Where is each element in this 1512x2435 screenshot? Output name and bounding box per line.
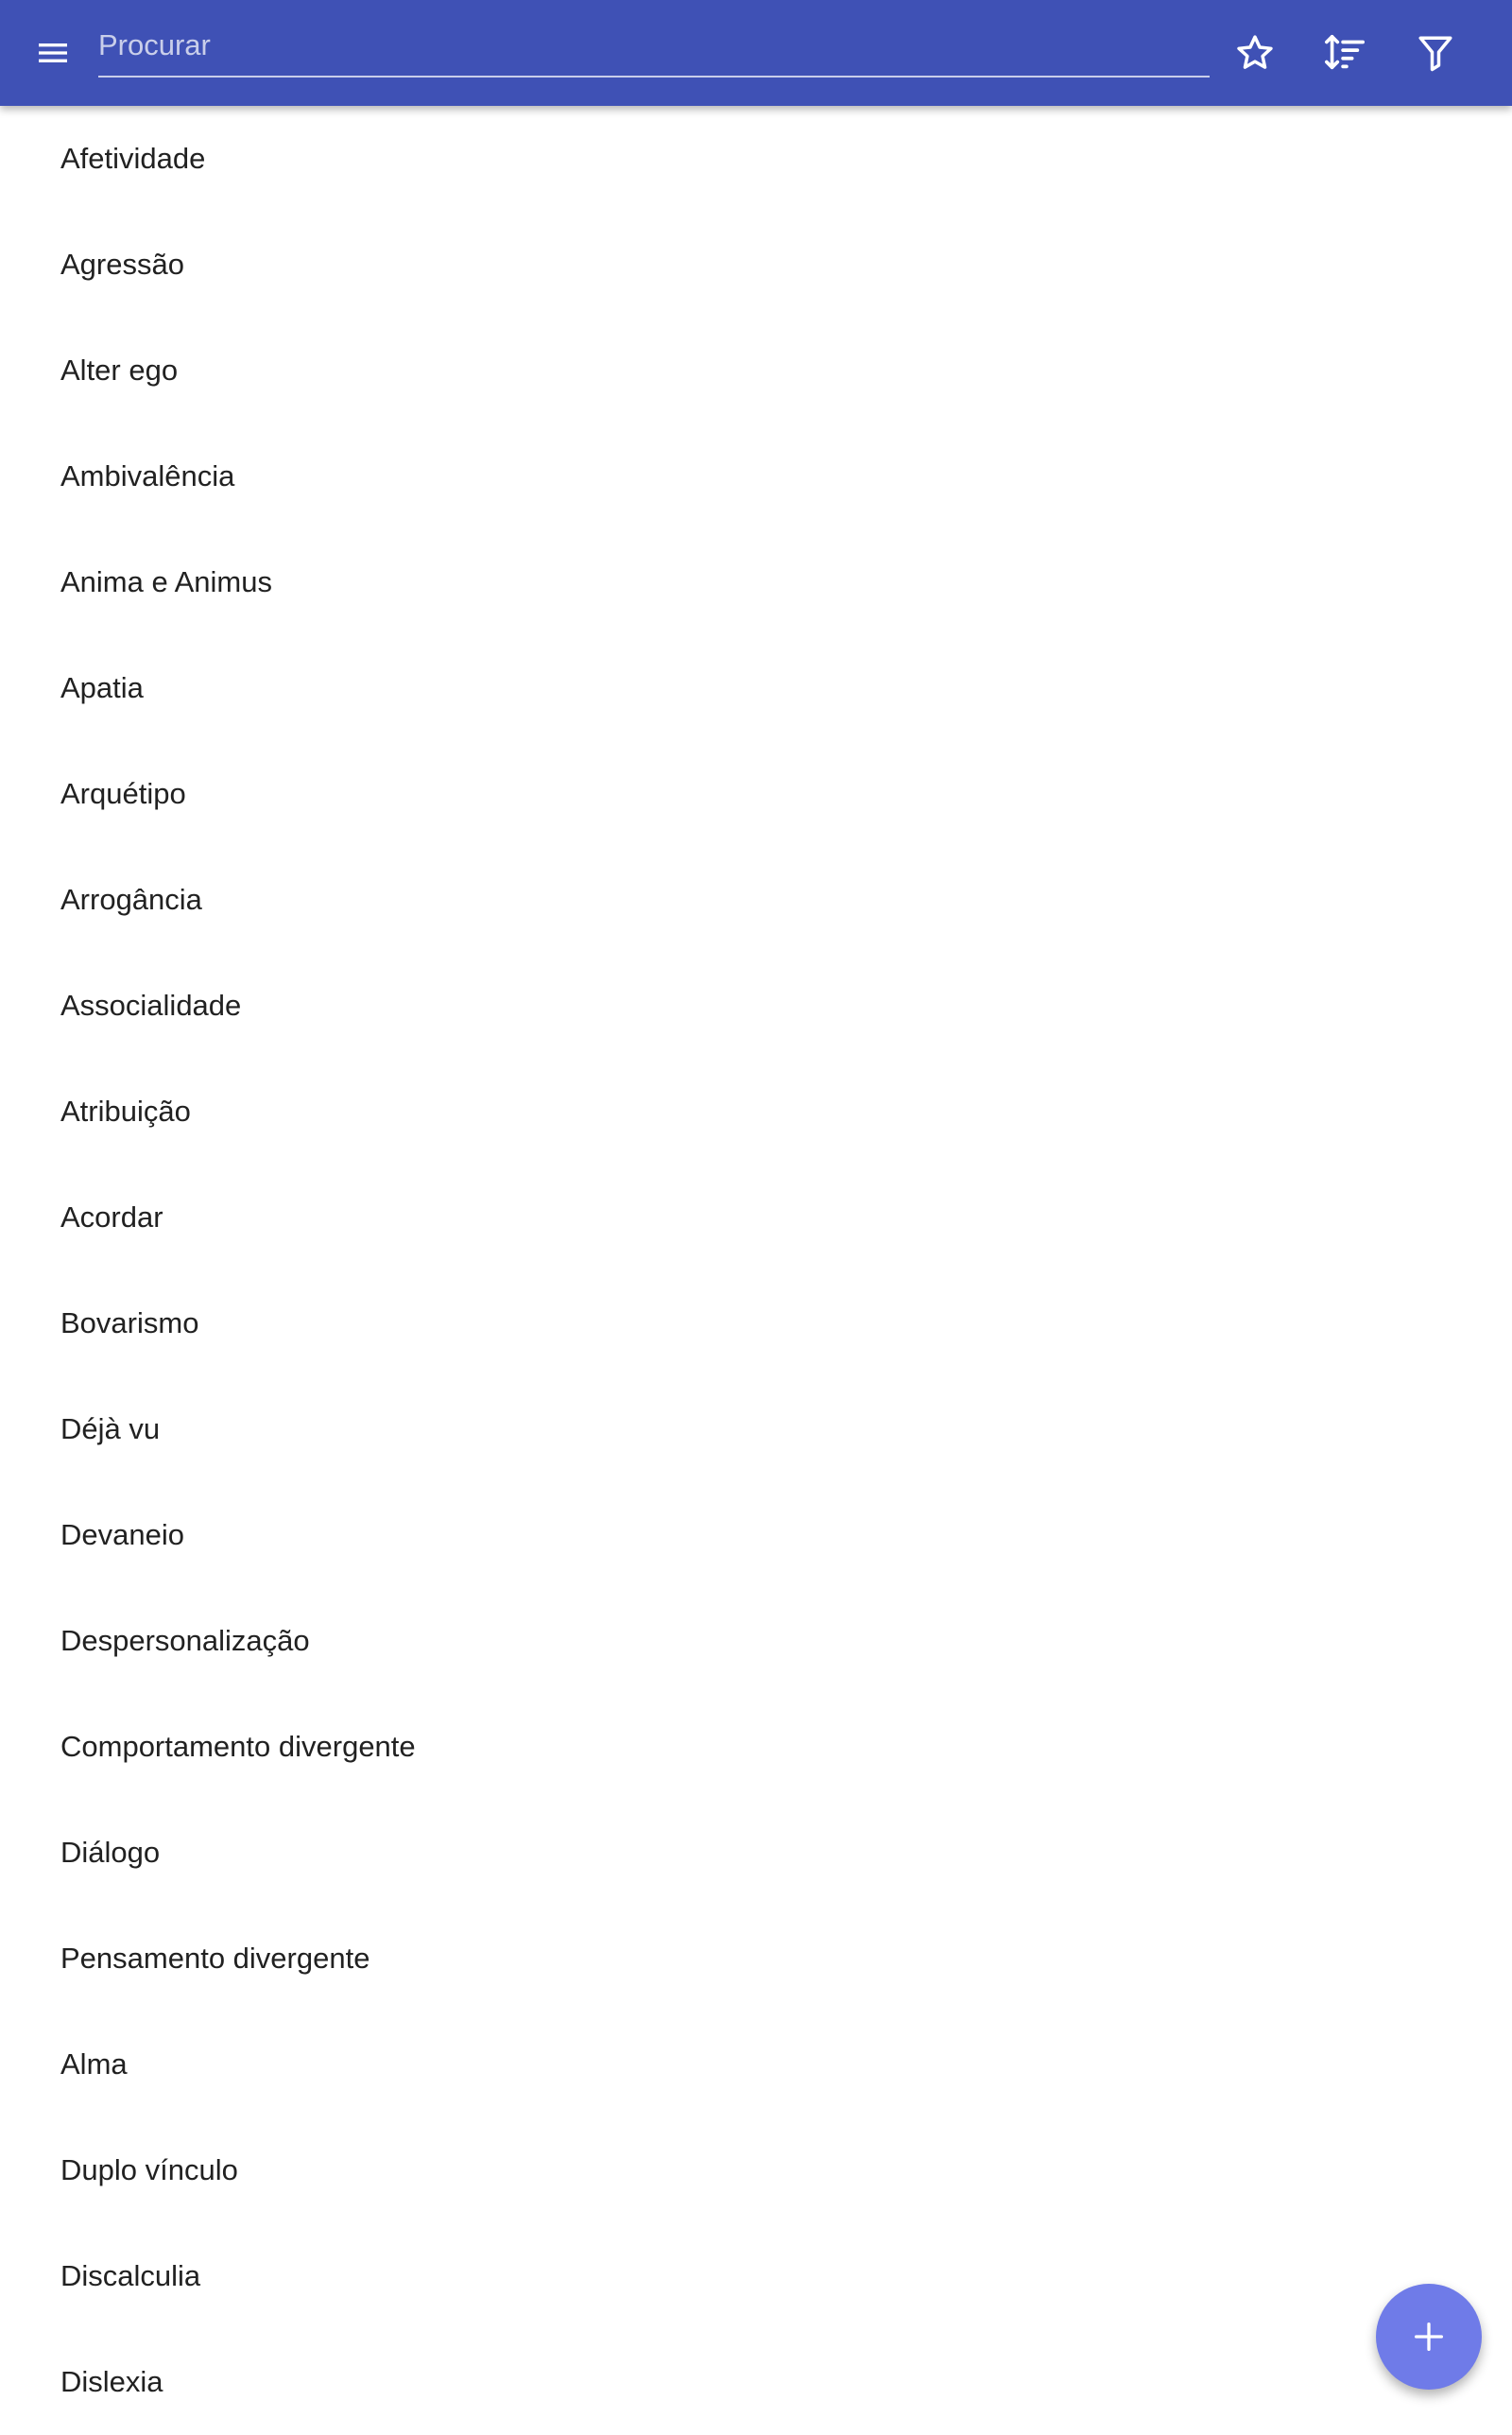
list-item[interactable]: Ambivalência xyxy=(60,459,235,492)
list-item[interactable]: Bovarismo xyxy=(60,1306,199,1339)
list-item[interactable]: Duplo vínculo xyxy=(60,2153,238,2186)
sort-icon xyxy=(1323,31,1366,75)
list-item[interactable]: Associalidade xyxy=(60,989,242,1022)
plus-icon xyxy=(1410,2318,1448,2356)
filter-icon xyxy=(1416,33,1455,73)
list-item[interactable]: Afetividade xyxy=(60,142,206,175)
list-item[interactable]: Alma xyxy=(60,2047,128,2081)
list-item[interactable]: Apatia xyxy=(60,671,144,704)
list-item[interactable]: Déjà vu xyxy=(60,1412,161,1445)
menu-icon xyxy=(34,34,72,72)
favorites-button[interactable] xyxy=(1217,15,1293,91)
list-item[interactable]: Discalculia xyxy=(60,2259,201,2292)
list-item[interactable]: Arquétipo xyxy=(60,777,186,810)
list-item[interactable]: Alter ego xyxy=(60,354,179,387)
list-item[interactable]: Diálogo xyxy=(60,1836,161,1869)
app-bar xyxy=(0,0,1512,106)
list-item[interactable]: Arrogância xyxy=(60,883,202,916)
term-list xyxy=(0,106,1512,2435)
list-item[interactable]: Comportamento divergente xyxy=(60,1730,416,1763)
sort-button[interactable] xyxy=(1307,15,1383,91)
filter-button[interactable] xyxy=(1398,15,1473,91)
list-item[interactable]: Dislexia xyxy=(60,2365,163,2398)
search-field xyxy=(98,19,1210,78)
list-item[interactable]: Agressão xyxy=(60,248,184,281)
list-item[interactable]: Despersonalização xyxy=(60,1624,310,1657)
list-item[interactable]: Devaneio xyxy=(60,1518,184,1551)
menu-button[interactable] xyxy=(15,15,91,91)
list-item[interactable]: Atribuição xyxy=(60,1095,191,1128)
add-button[interactable] xyxy=(1376,2284,1482,2390)
star-outline-icon xyxy=(1234,32,1276,74)
list-item[interactable]: Anima e Animus xyxy=(60,565,272,598)
list-item[interactable]: Pensamento divergente xyxy=(60,1942,370,1975)
search-input[interactable] xyxy=(98,19,1210,72)
list-item[interactable]: Acordar xyxy=(60,1200,163,1234)
